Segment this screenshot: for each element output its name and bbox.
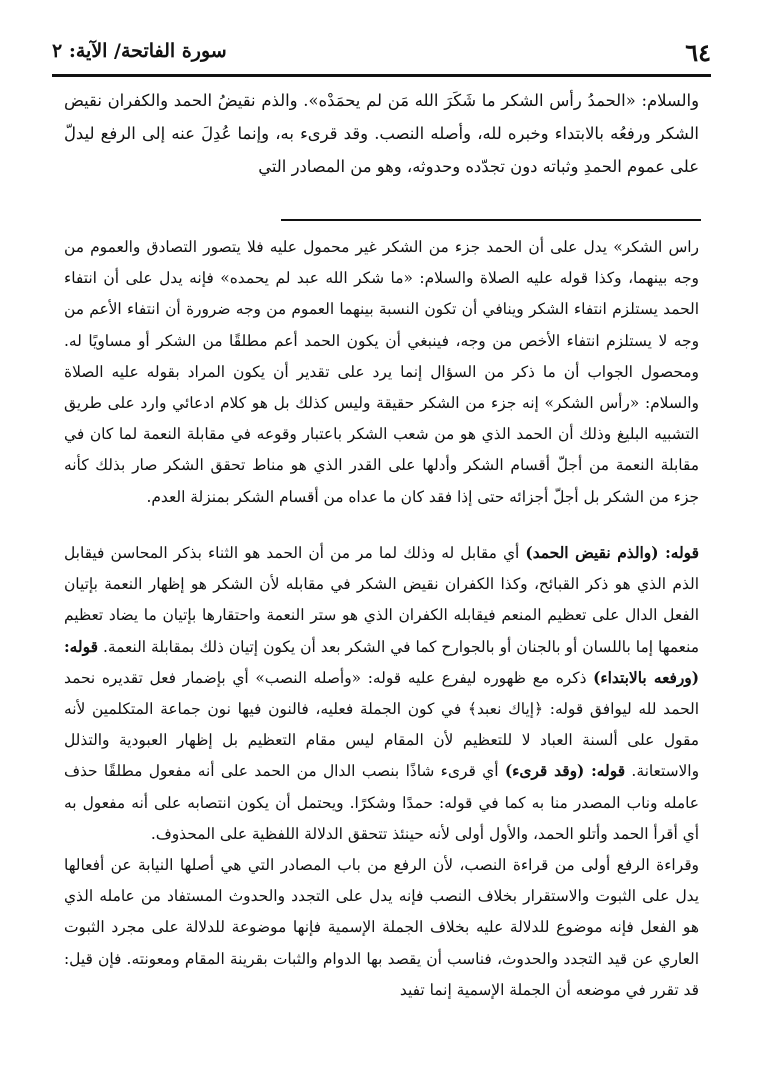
running-title: سورة الفاتحة/ الآية: ٢: [52, 40, 227, 62]
gloss-text-1: أي مقابل له وذلك لما مر من أن الحمد هو الثناء بذكر المحاسن فيقابل الذم الذي هو ذكر القبائح، وكذا الكفران نقيض الشكر في مقابله لأن الشكر هو إظهار النعمة بإتيان الفعل الدال على تعظيم المنعم فيقابله الكفران الذي هو ستر النعمة واحتقارها بإتيان ما يضاد تعظيم منعمها إما باللسان أو بالجنان أو بالجوارح كما في الشكر بعد أن يكون إتيان ذلك بمقابلة النعمة.: [64, 544, 699, 656]
page-header: [52, 32, 711, 72]
gloss-label-2: قوله: (ورفعه بالابتداء): [64, 637, 699, 687]
footnote-block-2: [64, 538, 699, 1006]
gloss-label-1: قوله: (والذم نقيض الحمد): [525, 544, 699, 562]
header-rule: [52, 74, 711, 77]
footnote-paragraph-2: [64, 538, 699, 850]
gloss-label-3: قوله: (وقد قرىء): [504, 762, 626, 781]
main-text: [64, 84, 699, 183]
footnote-paragraph-1: راس الشكر» يدل على أن الحمد جزء من الشكر غير محمول عليه فلا يتصور التصادق والعموم من وجه بينهما، وكذا قوله عليه الصلاة والسلام: «ما شكر الله عبد لم يحمده» فإنه يدل على أن انتفاء الحمد يستلزم انتفاء الشكر وينافي أن تكون النسبة بينهما العموم من وجه ضرورة أن انتفاء الأعم من وجه لا يستلزم انتفاء الأخص من وجه، فينبغي أن يكون الحمد أعم مطلقًا من الشكر أو مساويًا له. ومحصول الجواب أن ما ذكر من السؤال إنما يرد على تقدير أن يكون المراد بقوله عليه الصلاة والسلام: «رأس الشكر» إنه جزء من الشكر حقيقة وليس كذلك بل هو كلام ادعائي وارد على طريق التشبيه البليغ وذلك أن الحمد الذي هو من شعب الشكر باعتبار وقوعه في مقابلة النعمة لما كان في مقابلة النعمة من أجلّ أقسام الشكر وأدلها على القدر الذي هو مناط تحقق الشكر صار بذلك كأنه جزء من الشكر بل أجلّ أجزائه حتى إذا فقد كان ما عداه من أقسام الشكر بمنزلة العدم.: [64, 238, 699, 506]
gloss-text-2: ذكره مع ظهوره ليفرع عليه قوله: «وأصله النصب» أي بإضمار فعل تقديره نحمد الحمد لله ليوافق قوله: ﴿إياك نعبد﴾ في كون الجملة فعليه، فالنون فيها نون جماعة المتكلمين لأنه مقول على ألسنة العباد لا للتعظيم لأن المقام ليس مقام التعظيم بل إظهار العبودية والتذلل والاستعانة.: [64, 668, 700, 781]
footnote-separator: [281, 219, 701, 221]
page-number: ٦٤: [685, 38, 711, 67]
main-paragraph: والسلام: «الحمدُ رأس الشكر ما شَكَرَ الله مَن لم يحمَدْه». والذم نقيضُ الحمد والكفران نقيض الشكر ورفعُه بالابتداء وخبره لله، وأصله النصب. وقد قرىء به، وإنما عُدِلَ عنه إلى الرفع ليدلّ على عموم الحمدِ وثباته دون تجدّده وحدوثه، وهو من المصادر التي: [64, 91, 699, 176]
footnote-paragraph-3: وقراءة الرفع أولى من قراءة النصب، لأن الرفع من باب المصادر التي هي أصلها النيابة عن أفعالها يدل على الثبوت والاستقرار بخلاف النصب فإنه يدل على التجدد والحدوث المستفاد من عامله الذي هو الفعل فإنه موضوع للدلالة عليه بخلاف الجملة الإسمية فإنها موضوعة للدلالة على مجرد الثبوت العاري عن قيد التجدد والحدوث، فناسب أن يقصد بها الدوام والثبات بقرينة المقام ومعونته. فإن قيل: قد تقرر في موضعه أن الجملة الإسمية إنما تفيد: [64, 856, 699, 999]
footnote-block-1: [64, 232, 699, 513]
gloss-text-3: أي قرىء شاذًا بنصب الدال من الحمد على أنه مفعول مطلقًا حذف عامله وناب المصدر منا به كما في قوله: حمدًا وشكرًا. ويحتمل أن يكون انتصابه على أنه مفعول به أي أقرأ الحمد وأتلو الحمد، والأول أولى لأنه حينئذ تتحقق الدلالة اللفظية على المحذوف.: [64, 762, 699, 843]
